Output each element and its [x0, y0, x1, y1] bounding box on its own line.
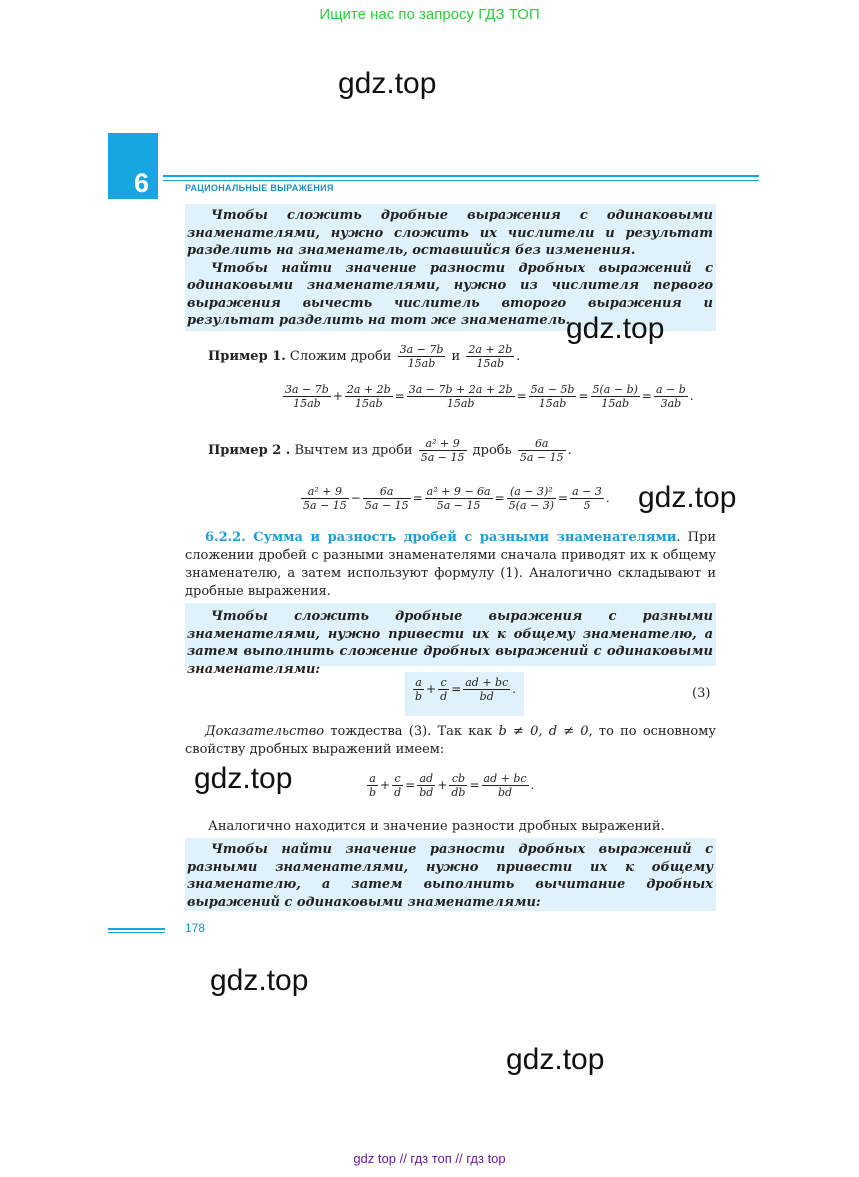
watermark: gdz.top — [638, 481, 737, 514]
section-heading: 6.2.2. Сумма и разность дробей с разными знаменателями — [205, 530, 677, 545]
page-rule-top — [108, 928, 165, 930]
example1-line: Пример 1. Сложим дроби $\frac{3a - 7b}{15ab}$ и $\frac{2a + 2b}{15ab}$ . — [208, 343, 521, 370]
header-rule-bottom — [163, 180, 759, 181]
example1-label: Пример 1. — [208, 349, 286, 364]
and-word: и — [451, 349, 461, 364]
watermark: gdz.top — [338, 67, 437, 100]
formula-3: $\frac{a}{b}$ + $\frac{c}{d}$ = $\frac{ad + bc}{bd}$ . — [415, 676, 517, 703]
rule1-para2: Чтобы найти значение разности дробных выражений с одинаковыми знаменателями, нужно из числителя первого выражения вычесть числитель второго выражения и результат разделить на тот же знаменатель. — [187, 260, 713, 328]
proof-condition: b ≠ 0, d ≠ 0 — [498, 724, 589, 739]
chapter-title: РАЦИОНАЛЬНЫЕ ВЫРАЖЕНИЯ — [185, 183, 334, 193]
example2-line: Пример 2 . Вычтем из дроби $\frac{\text{a² + 9}}{5a - 15}$ дробь $\frac{6a}{5a - 15}$ . — [208, 437, 572, 464]
example2-equation: $\frac{\text{a² + 9}}{5a - 15}$ − $\frac{6a}{5a - 15}$ = $\frac{\text{a² + 9 − 6a}}{5a - 15}$ = $\frac{\text{(a − 3)²}}{5(a - 3)}$ = $\frac{a - 3}{5}$ . — [303, 485, 610, 512]
proof-equation: $\frac{a}{b}$ + $\frac{c}{d}$ = $\frac{ad}{bd}$ + $\frac{cb}{db}$ = $\frac{ad + bc}{bd}$ . — [369, 772, 535, 799]
proof-paragraph: Доказательство тождества (3). Так как b ≠ 0, d ≠ 0, то по основному свойству дробных выражений имеем: — [185, 724, 716, 757]
fraction: $\frac{6a}{5a - 15}$ — [519, 437, 564, 464]
section-paragraph — [185, 529, 716, 601]
fraction: $\frac{2a + 2b}{15ab}$ — [468, 343, 513, 370]
top-banner: Ищите нас по запросу ГДЗ ТОП — [319, 6, 540, 23]
section-text: . При сложении дробей с разными знаменателями сначала приводят их к общему знаменателю, а затем используют формулу (1). Аналогично складывают и дробные выражения. — [185, 530, 716, 599]
page-rule-bottom — [108, 932, 165, 933]
formula-label: (3) — [692, 686, 711, 701]
example2-text2: дробь — [472, 443, 512, 458]
header-rule-top — [163, 175, 759, 177]
page-number: 178 — [185, 921, 206, 935]
rule1-para1: Чтобы сложить дробные выражения с одинаковыми знаменателями, нужно сложить их числители и результат разделить на знаменатель, оставшийся без изменения. — [187, 208, 713, 258]
proof-lead: Доказательство — [205, 724, 325, 739]
fraction: $\frac{\text{a² + 9}}{5a - 15}$ — [420, 437, 465, 464]
example2-text: Вычтем из дроби — [294, 443, 413, 458]
watermark: gdz.top — [566, 312, 665, 345]
chapter-badge — [108, 133, 158, 199]
example1-text: Сложим дроби — [289, 349, 392, 364]
footer-links: gdz top // гдз топ // гдз top — [353, 1151, 506, 1166]
chapter-number: 6 — [134, 168, 150, 198]
example1-equation: $\frac{3a - 7b}{15ab}$ + $\frac{2a + 2b}{15ab}$ = $\frac{3a - 7b + 2a + 2b}{15ab}$ = $\frac{5a - 5b}{15ab}$ = $\frac{5(a - b)}{15ab}$ = $\frac{a - b}{3ab}$ . — [285, 383, 694, 410]
rule-text-3: Чтобы найти значение разности дробных выражений с разными знаменателями, нужно привести их к общему знаменателю, а затем выполнить вычитание дробных выражений с одинаковыми знаменателями: — [187, 842, 713, 910]
rule-text-2: Чтобы сложить дробные выражения с разными знаменателями, нужно привести их к общему знаменателю, а затем выполнить сложение дробных выражений с одинаковыми знаменателями: — [187, 609, 713, 677]
similar-text: Аналогично находится и значение разности дробных выражений. — [208, 819, 665, 834]
watermark: gdz.top — [194, 762, 293, 795]
fraction: $\frac{3a - 7b}{15ab}$ — [399, 343, 444, 370]
example2-label: Пример 2 . — [208, 443, 291, 458]
watermark: gdz.top — [210, 964, 309, 997]
watermark: gdz.top — [506, 1043, 605, 1076]
